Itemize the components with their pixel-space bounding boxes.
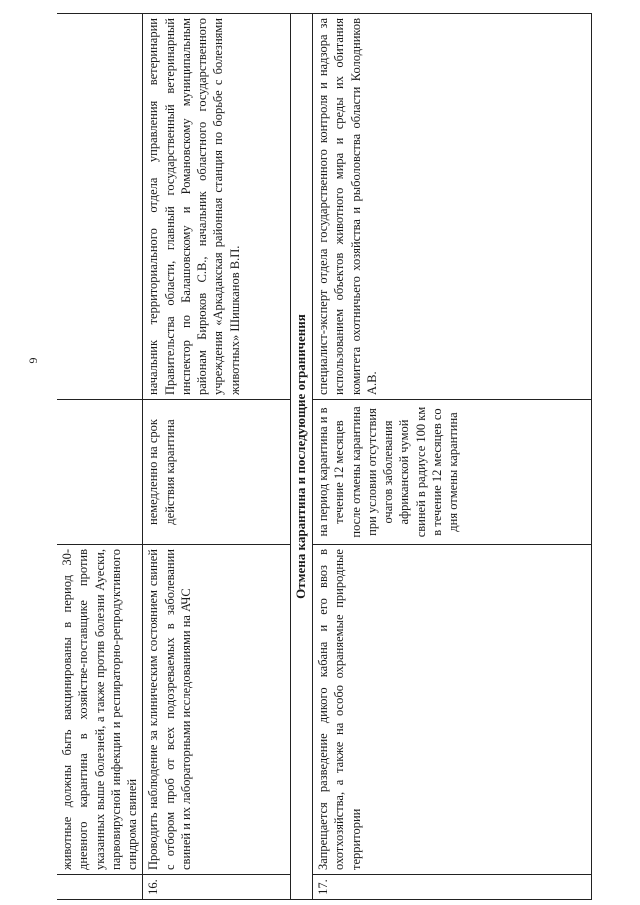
term-cell: на период карантина и в течение 12 месяцев после отмены карантина при условии отсутствия очагов заболевания африканской чумой свиней в радиусе 100 км в течение 12 месяцев со дня отмены карантина	[313, 400, 592, 545]
responsible-cell	[57, 14, 143, 400]
table-row	[143, 14, 291, 900]
row-number: 17.	[313, 875, 592, 900]
section-header-row	[291, 14, 313, 900]
measure-cell: Запрещается разведение дикого кабана и его ввоз в охотхозяйства, а также на особо охраняемые природные территории	[313, 545, 592, 875]
measure-cell: Проводить наблюдение за клиническим состоянием свиней с отбором проб от всех подозреваемых в заболевании свиней и их лабораторными исследованиями на АЧС	[143, 545, 291, 875]
responsible-cell: начальник территориального отдела управления ветеринарии Правительства области, главный государственный ветеринарный инспектор по Балашовскому и Романовскому муниципальным районам Бирюков С.В., начальник областного государственного учреждения «Аркадакская районная станция по борьбе с болезнями животных» Шишканов В.П.	[143, 14, 291, 400]
measure-cell: животные должны быть вакцинированы в период 30-дневного карантина в хозяйстве-поставщике против указанных выше болезней, а также против болезни Ауески, парвовирусной инфекции и респираторно-репродуктивного синдрома свиней	[57, 545, 143, 875]
section-title: Отмена карантина и последующие ограничения	[291, 14, 313, 900]
page-number: 6	[26, 357, 41, 364]
table-row	[313, 14, 592, 900]
responsible-cell: специалист-эксперт отдела государственного контроля и надзора за использованием объектов животного мира и среды их обитания комитета охотничьего хозяйства и рыболовства области Колодников А.В.	[313, 14, 592, 400]
rotated-table-container	[57, 13, 592, 900]
measures-table	[57, 13, 592, 900]
term-cell	[57, 400, 143, 545]
term-cell: немедленно на срок действия карантина	[143, 400, 291, 545]
row-number: 16.	[143, 875, 291, 900]
row-number	[57, 875, 143, 900]
table-row	[57, 14, 143, 900]
